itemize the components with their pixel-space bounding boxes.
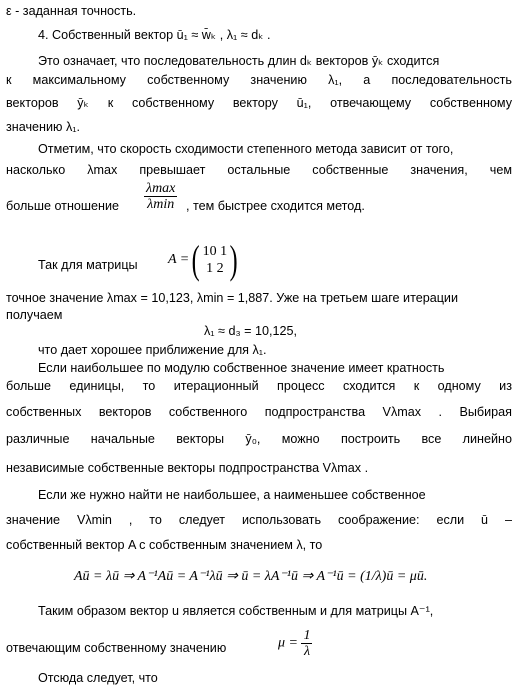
text-line: Если наибольшее по модулю собственное значение имеет кратность bbox=[38, 361, 445, 375]
mu-symbol: μ = bbox=[278, 635, 298, 651]
text-line: Таким образом вектор u является собственным и для матрицы A⁻¹, bbox=[38, 604, 434, 618]
text-line: отвечающим собственному значению bbox=[6, 641, 227, 655]
text-line: Если же нужно найти не наибольшее, а наименьшее собственное bbox=[38, 488, 426, 502]
matrix-row: 1 2 bbox=[206, 261, 224, 276]
text-line: Отсюда следует, что bbox=[38, 671, 158, 685]
text-line: ε - заданная точность. bbox=[6, 4, 137, 18]
text-line: Это означает, что последовательность длин dₖ векторов ȳₖ сходится bbox=[38, 54, 440, 68]
matrix-expression bbox=[168, 237, 240, 282]
matrix-row: 10 1 bbox=[202, 244, 228, 259]
text-line: значению λ₁. bbox=[6, 120, 81, 134]
text-line: различные начальные векторы ȳ₀, можно построить все линейно bbox=[6, 432, 512, 446]
text-line: независимые собственные векторы подпространства Vλmax . bbox=[6, 461, 369, 475]
text-line: векторов ȳₖ к собственному вектору ū₁, отвечающему собственному bbox=[6, 96, 512, 110]
fraction-denominator: λmin bbox=[144, 196, 177, 212]
text-line: собственных векторов собственного подпространства Vλmax . Выбирая bbox=[6, 405, 512, 419]
equation-line: Aū = λū ⇒ A⁻¹Aū = A⁻¹λū ⇒ ū = λA⁻¹ū ⇒ A⁻¹ū = (1/λ)ū = μū. bbox=[74, 569, 428, 584]
text-line: насколько λmax превышает остальные собственные значения, чем bbox=[6, 163, 512, 177]
text-line: значение Vλmin , то следует использовать соображение: если ū – bbox=[6, 513, 512, 527]
mu-expression bbox=[278, 628, 312, 659]
text-line: точное значение λmax = 10,123, λmin = 1,887. Уже на третьем шаге итерации bbox=[6, 291, 459, 305]
text-line: собственный вектор A с собственным значением λ, то bbox=[6, 538, 323, 552]
fraction-numerator: λmax bbox=[146, 181, 176, 196]
matrix-name: A = bbox=[168, 252, 190, 267]
ratio-fraction bbox=[144, 181, 177, 212]
text-line: получаем bbox=[6, 308, 63, 322]
fraction-numerator: 1 bbox=[303, 628, 311, 643]
text-line: Так для матрицы bbox=[38, 258, 138, 272]
text-line: , тем быстрее сходится метод. bbox=[186, 199, 365, 213]
right-paren-icon: ) bbox=[229, 237, 238, 282]
text-line: что дает хорошее приближение для λ₁. bbox=[38, 343, 267, 357]
text-line: Отметим, что скорость сходимости степенного метода зависит от того, bbox=[38, 142, 454, 156]
equation-line: λ₁ ≈ d₃ = 10,125, bbox=[204, 324, 297, 338]
text-line: к максимальному собственному значению λ₁, а последовательность bbox=[6, 73, 512, 87]
left-paren-icon: ( bbox=[191, 237, 200, 282]
text-line: больше единицы, то итерационный процесс сходится к одному из bbox=[6, 379, 512, 393]
text-line: 4. Собственный вектор ū₁ ≈ w̄ₖ , λ₁ ≈ dₖ . bbox=[38, 28, 271, 42]
fraction-denominator: λ bbox=[301, 643, 312, 659]
text-line: больше отношение bbox=[6, 199, 120, 213]
